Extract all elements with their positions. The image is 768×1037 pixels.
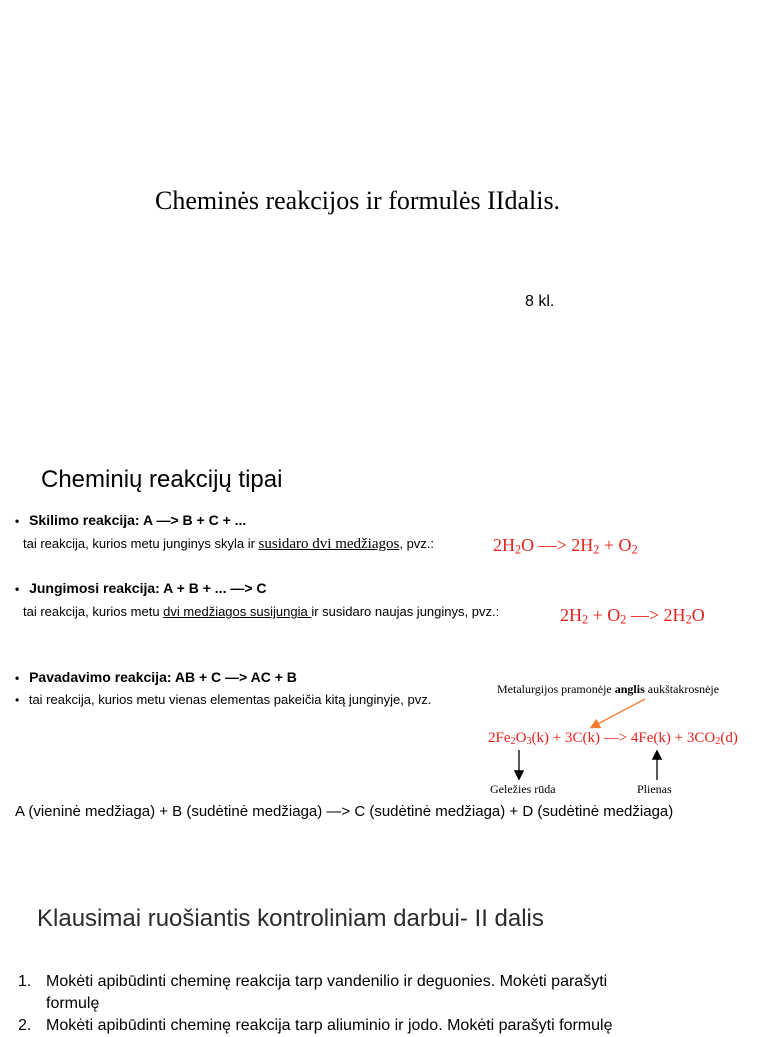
metallurgy-note: Metalurgijos pramonėje anglis aukštakrosnėje — [497, 682, 720, 696]
bullet: • — [15, 582, 20, 596]
synthesis-description — [23, 604, 499, 619]
decomposition-description — [23, 536, 434, 553]
question-item — [18, 971, 607, 1015]
steel-label: Plienas — [637, 782, 672, 796]
desc-text: tai reakcija, kurios metu junginys skyla ir — [23, 536, 259, 551]
replacement-item — [15, 669, 297, 685]
desc-text: tai reakcija, kurios metu vienas elementas pakeičia kitą junginyje, pvz. — [28, 692, 432, 707]
desc-text-after: ir susidaro naujas junginys, pvz.: — [311, 604, 500, 619]
desc-underlined: dvi medžiagos susijungia — [163, 604, 312, 619]
desc-text: tai reakcija, kurios metu — [23, 604, 164, 619]
types-heading: Cheminių reakcijų tipai — [41, 466, 283, 493]
question-text-cont: formulę — [46, 995, 100, 1012]
synthesis-item — [15, 580, 267, 596]
bullet: • — [15, 671, 20, 685]
question-item — [18, 1015, 612, 1037]
page-title: Cheminės reakcijos ir formulės IIdalis. — [155, 186, 561, 215]
desc-text-after: , pvz.: — [399, 536, 435, 551]
question-number: 2. — [18, 1017, 32, 1034]
ore-label: Geležies rūda — [490, 782, 556, 796]
synthesis-label: Jungimosi reakcija: A + B + ... —> C — [29, 580, 267, 596]
replacement-general-formula: A (vieninė medžiaga) + B (sudėtinė medžiaga) —> C (sudėtinė medžiaga) + D (sudėtinė medžiaga) — [15, 803, 674, 820]
replacement-description — [15, 692, 431, 707]
bullet: • — [15, 693, 20, 707]
question-text: Mokėti apibūdinti cheminę reakcija tarp vandenilio ir deguonies. Mokėti parašyti — [46, 973, 608, 990]
orange-arrow — [592, 699, 645, 727]
replacement-label: Pavadavimo reakcija: AB + C —> AC + B — [29, 669, 297, 685]
bullet: • — [15, 514, 20, 528]
decomposition-label: Skilimo reakcija: A —> B + C + ... — [29, 512, 247, 528]
question-number: 1. — [18, 973, 32, 990]
decomposition-item — [15, 512, 246, 528]
grade-label: 8 kl. — [525, 293, 555, 310]
replacement-equation: $2Fe_2O_3(k) + 3C(k)$ —> $4Fe(k) + 3CO_2(d)$ — [488, 730, 738, 748]
questions-heading: Klausimai ruošiantis kontroliniam darbui- II dalis — [37, 905, 544, 932]
question-text: Mokėti apibūdinti cheminę reakcija tarp aliuminio ir jodo. Mokėti parašyti formulę — [46, 1017, 613, 1034]
desc-underlined: susidaro dvi medžiagos — [258, 536, 400, 552]
decomposition-equation: $2H_2O$ —> $2H_2 + O_2$ — [493, 535, 638, 557]
synthesis-equation: $2H_2 + O_2$ —> $2H_2O$ — [560, 605, 705, 627]
